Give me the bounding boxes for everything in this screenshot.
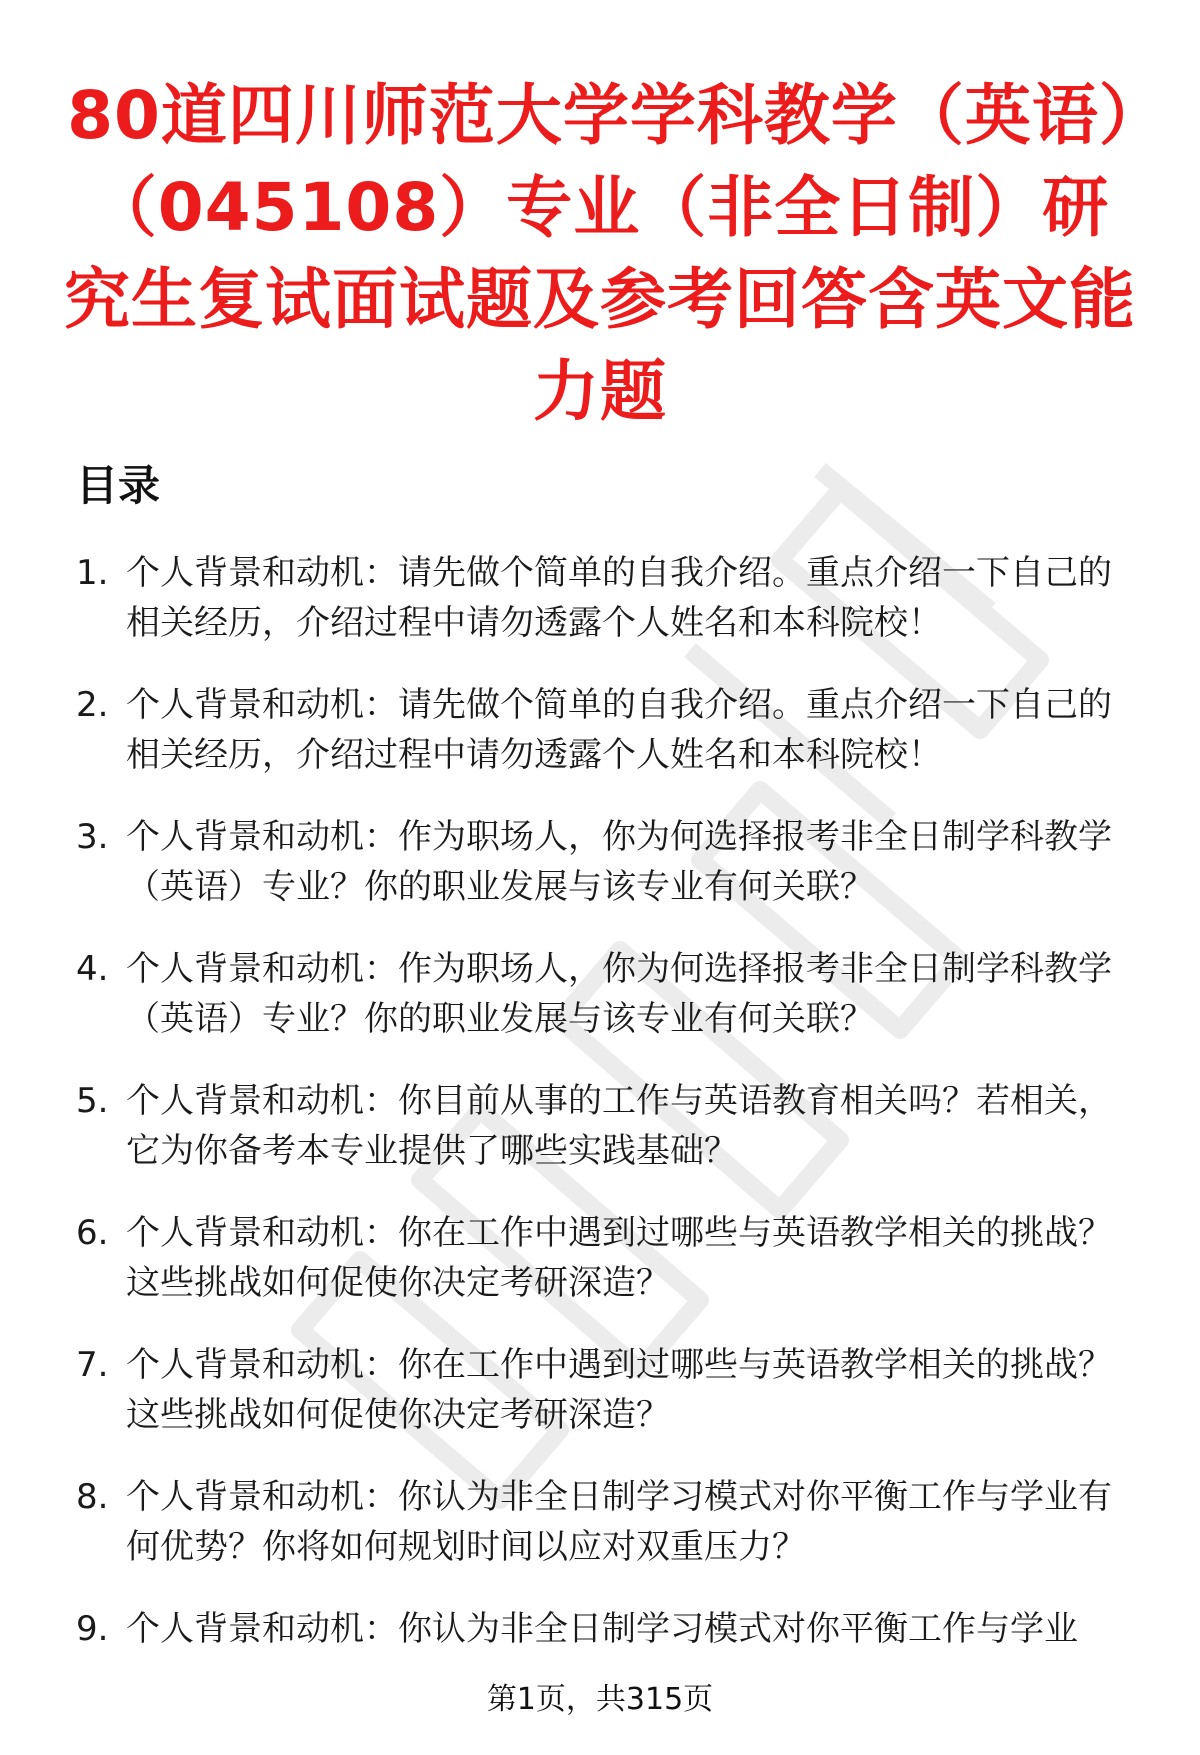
toc-item[interactable]	[76, 1604, 1136, 1654]
toc-item[interactable]	[76, 1208, 1136, 1308]
toc-item-number: 6.	[76, 1213, 109, 1253]
toc-item-text: 个人背景和动机：你在工作中遇到过哪些与英语教学相关的挑战？这些挑战如何促使你决定考研深造？	[126, 1213, 1112, 1303]
document-title: 80道四川师范大学学科教学（英语）（045108）专业（非全日制）研究生复试面试题及参考回答含英文能力题	[64, 77, 1136, 430]
toc-item-number: 2.	[76, 685, 109, 725]
toc-item[interactable]	[76, 1472, 1136, 1572]
toc-item-number: 9.	[76, 1609, 109, 1649]
toc-heading: 目录	[76, 461, 161, 510]
toc-item[interactable]	[76, 548, 1136, 648]
page-number-footer: 第1页，共315页	[486, 1682, 714, 1717]
toc-item-number: 7.	[76, 1345, 109, 1385]
toc-item[interactable]	[76, 1340, 1136, 1440]
toc-item-number: 4.	[76, 949, 109, 989]
toc-item-text: 个人背景和动机：作为职场人，你为何选择报考非全日制学科教学（英语）专业？你的职业发展与该专业有何关联？	[126, 949, 1112, 1039]
toc-item[interactable]	[76, 812, 1136, 912]
toc-item[interactable]	[76, 1076, 1136, 1176]
toc-list	[76, 548, 1136, 1686]
toc-item-text: 个人背景和动机：作为职场人，你为何选择报考非全日制学科教学（英语）专业？你的职业发展与该专业有何关联？	[126, 817, 1112, 907]
toc-item[interactable]	[76, 680, 1136, 780]
toc-item-text: 个人背景和动机：你认为非全日制学习模式对你平衡工作与学业	[126, 1609, 1078, 1649]
toc-item-number: 5.	[76, 1081, 109, 1121]
toc-item-text: 个人背景和动机：请先做个简单的自我介绍。重点介绍一下自己的相关经历，介绍过程中请勿透露个人姓名和本科院校！	[126, 685, 1112, 775]
toc-item-text: 个人背景和动机：你认为非全日制学习模式对你平衡工作与学业有何优势？你将如何规划时间以应对双重压力？	[126, 1477, 1112, 1567]
toc-item-text: 个人背景和动机：你在工作中遇到过哪些与英语教学相关的挑战？这些挑战如何促使你决定考研深造？	[126, 1345, 1112, 1435]
toc-item-text: 个人背景和动机：请先做个简单的自我介绍。重点介绍一下自己的相关经历，介绍过程中请勿透露个人姓名和本科院校！	[126, 553, 1112, 643]
toc-item[interactable]	[76, 944, 1136, 1044]
toc-item-number: 1.	[76, 553, 109, 593]
toc-item-number: 3.	[76, 817, 109, 857]
toc-item-number: 8.	[76, 1477, 109, 1517]
toc-item-text: 个人背景和动机：你目前从事的工作与英语教育相关吗？若相关，它为你备考本专业提供了哪些实践基础？	[126, 1081, 1112, 1171]
